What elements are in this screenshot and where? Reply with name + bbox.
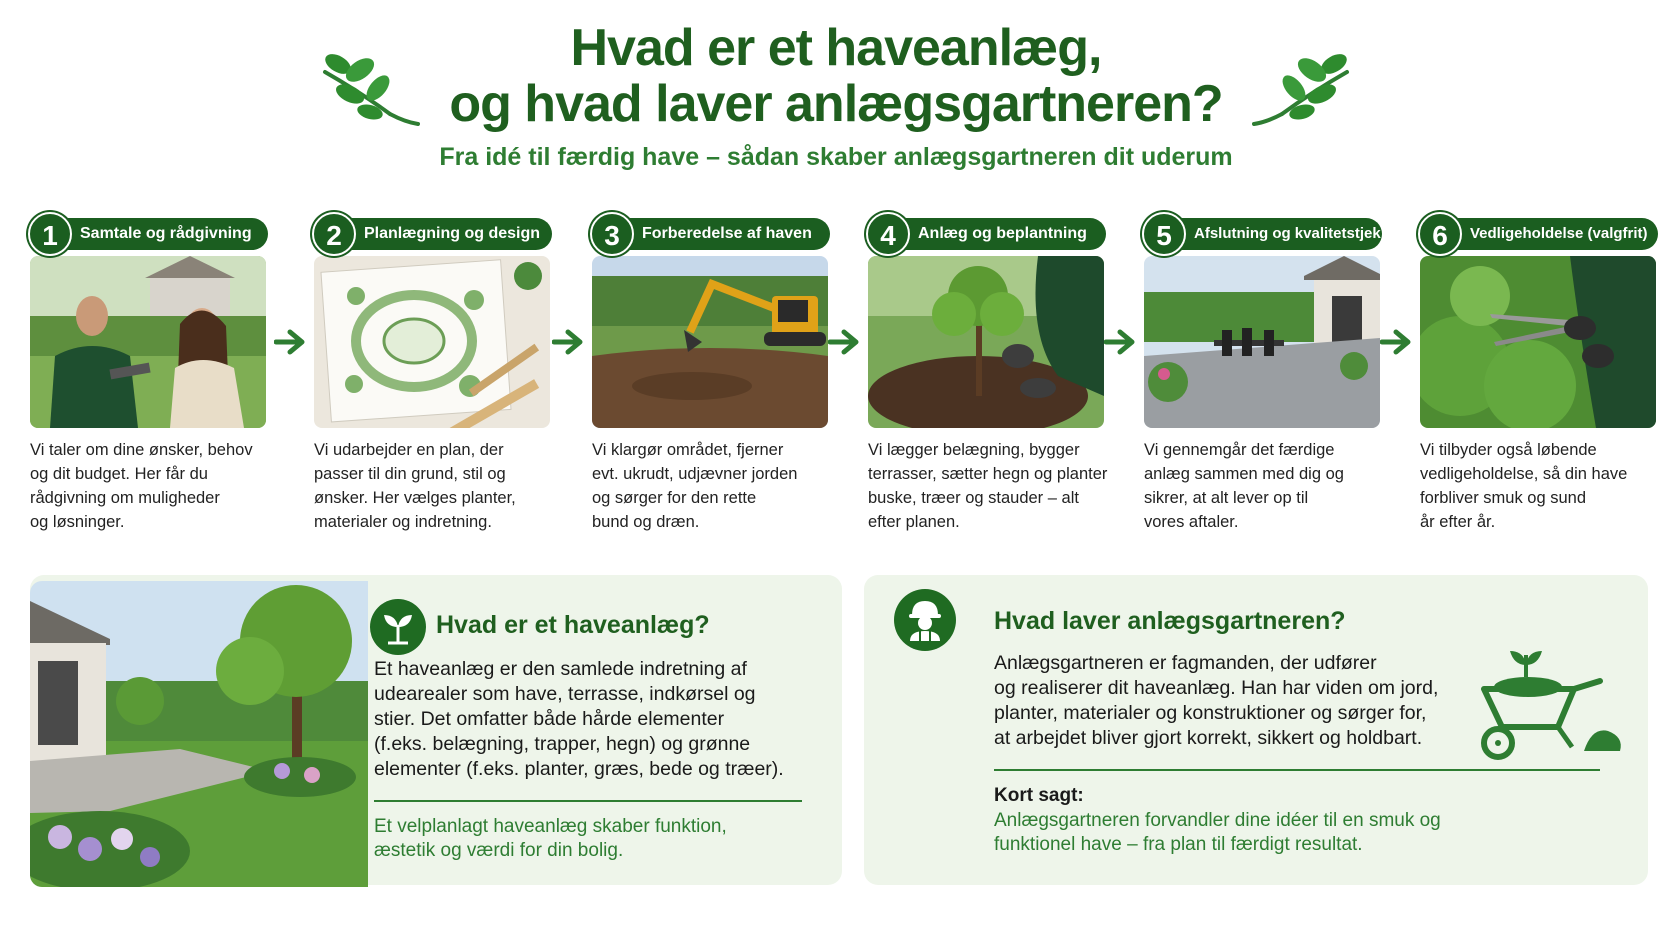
step-description: Vi taler om dine ønsker, behov og dit budget. Her får du rådgivning om muligheder og løsninger. [30,441,253,531]
step-number: 6 [1418,212,1462,256]
haveanlaeg-panel [30,575,842,885]
step-header [1418,212,1658,252]
step-number: 2 [312,212,356,256]
step-label: Planlægning og design [342,218,552,250]
step-label: Forberedelse af haven [620,218,830,250]
step-number: 4 [866,212,910,256]
step-description: Vi lægger belægning, bygger terrasser, sætter hegn og planter buske, træer og stauder – alt efter planen. [868,441,1108,531]
step-label: Samtale og rådgivning [58,218,268,250]
consultation-photo [30,256,266,428]
step-3 [590,212,830,542]
step-label: Afslutning og kvalitetstjek [1172,218,1382,250]
step-label: Vedligeholdelse (valgfrit) [1448,218,1658,250]
gardener-icon [894,589,956,651]
step-number: 5 [1142,212,1186,256]
panel-body: Et haveanlæg er den samlede indretning af udearealer som have, terrasse, indkørsel og stier. Det omfatter både hårde elementer (f.eks. belægning, trapper, hegn) og grønne elementer (f.eks. planter, græs, bede og træer). [374,658,784,780]
panel-tagline: Et velplanlagt haveanlæg skaber funktion, æstetik og værdi for din bolig. [374,816,727,861]
step-number: 1 [28,212,72,256]
arrow-right-icon [552,328,586,356]
arrow-right-icon [1380,328,1414,356]
step-number: 3 [590,212,634,256]
arrow-right-icon [274,328,308,356]
step-header [866,212,1106,252]
page-title-line2: og hvad laver anlægsgartneren? [449,75,1223,133]
page-title-line1: Hvad er et haveanlæg, [570,19,1102,77]
panel-heading: Hvad er et haveanlæg? [436,611,710,639]
step-4 [866,212,1106,542]
anlaegsgartner-panel [864,575,1648,885]
garden-plan-photo [314,256,550,428]
step-header [590,212,830,252]
finished-terrace-photo [1144,256,1380,428]
summary-label: Kort sagt: [994,785,1084,806]
process-steps [0,212,1672,542]
wheelbarrow-icon [1474,647,1624,767]
arrow-right-icon [828,328,862,356]
step-label: Anlæg og beplantning [896,218,1106,250]
panel-heading: Hvad laver anlægsgartneren? [994,607,1346,635]
site-preparation-photo [592,256,828,428]
step-5 [1142,212,1382,542]
divider [374,800,802,802]
hedge-trimming-photo [1420,256,1656,428]
header [0,0,1672,180]
step-6 [1418,212,1658,542]
step-description: Vi klargør området, fjerner evt. ukrudt, udjævner jorden og sørger for den rette bund og dræn. [592,441,798,531]
planting-photo [868,256,1104,428]
step-header [28,212,268,252]
step-header [312,212,552,252]
step-description: Vi udarbejder en plan, der passer til din grund, stil og ønsker. Her vælges planter, materialer og indretning. [314,441,516,531]
summary-text: Anlægsgartneren forvandler dine idéer til en smuk og funktionel have – fra plan til færdigt resultat. [994,810,1441,855]
divider [994,769,1600,771]
step-1 [28,212,268,542]
arrow-right-icon [1104,328,1138,356]
step-description: Vi tilbyder også løbende vedligeholdelse, så din have forbliver smuk og sund år efter år. [1420,441,1628,531]
garden-photo [30,581,368,887]
page-subtitle: Fra idé til færdig have – sådan skaber anlægsgartneren dit uderum [439,143,1233,171]
panel-body: Anlægsgartneren er fagmanden, der udfører og realiserer dit haveanlæg. Han har viden om jord, planter, materialer og konstruktioner og sørger for, at arbejdet bliver gjort korrekt, sikkert og holdbart. [994,652,1439,749]
step-2 [312,212,552,542]
step-description: Vi gennemgår det færdige anlæg sammen med dig og sikrer, at alt lever op til vores aftaler. [1144,441,1344,531]
step-header [1142,212,1382,252]
sprout-icon [370,599,426,655]
